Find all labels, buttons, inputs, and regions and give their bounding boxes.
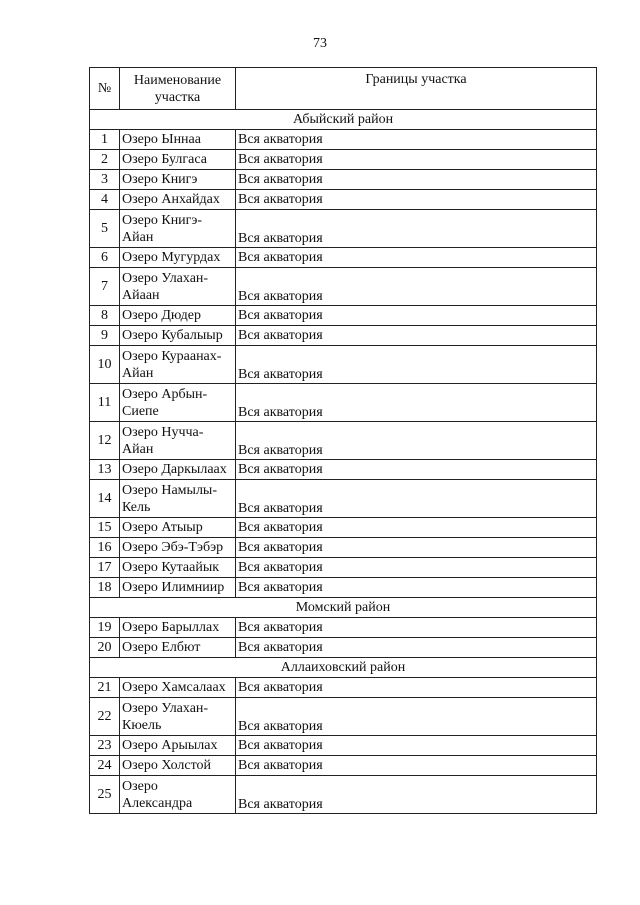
table-row: [90, 460, 597, 480]
row-number: 3: [90, 170, 120, 190]
section-bounds: Вся акватория: [236, 170, 597, 190]
lake-name-line: Кюель: [122, 717, 162, 733]
lake-name-line: Озеро Улахан-: [122, 700, 209, 716]
lake-name-line: Айан: [122, 365, 154, 381]
table-row: [90, 638, 597, 658]
header-number: №: [90, 68, 120, 110]
lake-name-line: Озеро Кубалыыр: [122, 328, 223, 343]
lake-name-line: Озеро Хамсалаах: [122, 680, 226, 695]
section-bounds: Вся акватория: [236, 306, 597, 326]
table-row: [90, 248, 597, 268]
table-row: [90, 268, 597, 306]
lake-name-cell: [120, 698, 236, 736]
section-bounds: Вся акватория: [236, 346, 597, 384]
row-number: 19: [90, 618, 120, 638]
section-bounds: Вся акватория: [236, 422, 597, 460]
section-bounds: Вся акватория: [236, 678, 597, 698]
lake-name-cell: [120, 170, 236, 190]
section-bounds: Вся акватория: [236, 618, 597, 638]
lake-name-cell: [120, 326, 236, 346]
lake-name-line: Озеро Илимниир: [122, 580, 225, 595]
header-name: [120, 68, 236, 110]
lake-name-cell: [120, 190, 236, 210]
lake-name-line: Озеро Даркылаах: [122, 462, 227, 477]
lake-name-cell: [120, 638, 236, 658]
lake-name-cell: [120, 384, 236, 422]
section-bounds: Вся акватория: [236, 150, 597, 170]
row-number: 17: [90, 558, 120, 578]
section-bounds: Вся акватория: [236, 326, 597, 346]
section-bounds: Вся акватория: [236, 538, 597, 558]
row-number: 10: [90, 346, 120, 384]
lake-name-cell: [120, 346, 236, 384]
district-row: [90, 658, 597, 678]
table-row: [90, 130, 597, 150]
row-number: 15: [90, 518, 120, 538]
lake-name-line: Озеро Книгэ-: [122, 212, 203, 228]
section-bounds: Вся акватория: [236, 776, 597, 814]
lake-name-line: Айаан: [122, 287, 160, 303]
section-bounds: Вся акватория: [236, 558, 597, 578]
section-bounds: Вся акватория: [236, 756, 597, 776]
lake-name-line: Озеро Нучча-: [122, 424, 204, 440]
lake-name-cell: [120, 618, 236, 638]
lake-name-cell: [120, 130, 236, 150]
lake-sections-table: [89, 67, 597, 814]
section-bounds: Вся акватория: [236, 210, 597, 248]
lake-name-cell: [120, 558, 236, 578]
lake-name-line: Озеро Мугурдах: [122, 250, 221, 265]
row-number: 2: [90, 150, 120, 170]
table-row: [90, 618, 597, 638]
row-number: 20: [90, 638, 120, 658]
lake-name-cell: [120, 776, 236, 814]
district-name: Аллаиховский район: [90, 658, 597, 678]
lake-name-cell: [120, 480, 236, 518]
lake-name-line: Айан: [122, 229, 154, 245]
district-row: [90, 598, 597, 618]
district-name: Абыйский район: [90, 110, 597, 130]
lake-name-cell: [120, 538, 236, 558]
lake-name-cell: [120, 210, 236, 248]
table-body: [90, 110, 597, 814]
table-row: [90, 776, 597, 814]
row-number: 18: [90, 578, 120, 598]
lake-name-line: Айан: [122, 441, 154, 457]
table-row: [90, 210, 597, 248]
row-number: 5: [90, 210, 120, 248]
section-bounds: Вся акватория: [236, 578, 597, 598]
row-number: 8: [90, 306, 120, 326]
section-bounds: Вся акватория: [236, 190, 597, 210]
lake-name-line: Озеро Дюдер: [122, 308, 201, 323]
lake-name-cell: [120, 518, 236, 538]
row-number: 4: [90, 190, 120, 210]
lake-name-cell: [120, 248, 236, 268]
row-number: 11: [90, 384, 120, 422]
section-bounds: Вся акватория: [236, 268, 597, 306]
lake-name-cell: [120, 268, 236, 306]
lake-name-line: Озеро Ыннаа: [122, 132, 201, 147]
row-number: 13: [90, 460, 120, 480]
lake-name-cell: [120, 306, 236, 326]
row-number: 1: [90, 130, 120, 150]
lake-name-line: Озеро Барыллах: [122, 620, 220, 635]
table-row: [90, 422, 597, 460]
row-number: 9: [90, 326, 120, 346]
row-number: 22: [90, 698, 120, 736]
lake-name-line: Озеро Намылы-: [122, 482, 217, 498]
district-row: [90, 110, 597, 130]
lake-name-line: Озеро Кураанах-: [122, 348, 222, 364]
section-bounds: Вся акватория: [236, 480, 597, 518]
table-row: [90, 306, 597, 326]
section-bounds: Вся акватория: [236, 698, 597, 736]
table-row: [90, 170, 597, 190]
lake-name-line: Озеро Анхайдах: [122, 192, 220, 207]
lake-name-cell: [120, 150, 236, 170]
header-name-line1: Наименование: [133, 72, 222, 88]
lake-name-cell: [120, 422, 236, 460]
lake-name-line: Озеро Книгэ: [122, 172, 198, 187]
lake-name-line: Кель: [122, 499, 151, 515]
header-name-line2: участка: [154, 89, 201, 105]
header-bounds: Границы участка: [236, 68, 597, 110]
table-row: [90, 480, 597, 518]
lake-name-line: Озеро Арыылах: [122, 738, 218, 753]
lake-name-cell: [120, 756, 236, 776]
row-number: 24: [90, 756, 120, 776]
page-number: 73: [313, 36, 327, 51]
section-bounds: Вся акватория: [236, 248, 597, 268]
section-bounds: Вся акватория: [236, 638, 597, 658]
table-row: [90, 518, 597, 538]
section-bounds: Вся акватория: [236, 130, 597, 150]
lake-name-line: Озеро Атыыр: [122, 520, 203, 535]
lake-name-line: Озеро Булгаса: [122, 152, 207, 167]
row-number: 16: [90, 538, 120, 558]
table-row: [90, 578, 597, 598]
district-name: Момский район: [90, 598, 597, 618]
row-number: 21: [90, 678, 120, 698]
section-bounds: Вся акватория: [236, 736, 597, 756]
table-row: [90, 150, 597, 170]
lake-name-line: Озеро Улахан-: [122, 270, 209, 286]
lake-name-cell: [120, 736, 236, 756]
section-bounds: Вся акватория: [236, 460, 597, 480]
table-header-row: [90, 68, 597, 110]
lake-name-cell: [120, 678, 236, 698]
table-row: [90, 678, 597, 698]
row-number: 14: [90, 480, 120, 518]
row-number: 23: [90, 736, 120, 756]
table-row: [90, 384, 597, 422]
lake-name-line: Озеро: [122, 778, 158, 794]
lake-name-line: Сиепе: [122, 403, 159, 419]
row-number: 25: [90, 776, 120, 814]
lake-name-line: Озеро Кутаайык: [122, 560, 220, 575]
table-row: [90, 326, 597, 346]
lake-name-line: Озеро Арбын-: [122, 386, 208, 402]
section-bounds: Вся акватория: [236, 518, 597, 538]
row-number: 6: [90, 248, 120, 268]
lake-name-line: Озеро Эбэ-Тэбэр: [122, 540, 224, 555]
table-row: [90, 538, 597, 558]
lake-name-line: Озеро Елбют: [122, 640, 201, 655]
table-row: [90, 558, 597, 578]
lake-name-cell: [120, 460, 236, 480]
lake-name-line: Озеро Холстой: [122, 758, 212, 773]
lake-name-cell: [120, 578, 236, 598]
table-row: [90, 756, 597, 776]
table-row: [90, 346, 597, 384]
section-bounds: Вся акватория: [236, 384, 597, 422]
row-number: 12: [90, 422, 120, 460]
table-row: [90, 698, 597, 736]
table-row: [90, 190, 597, 210]
row-number: 7: [90, 268, 120, 306]
lake-name-line: Александра: [122, 795, 193, 811]
table-row: [90, 736, 597, 756]
